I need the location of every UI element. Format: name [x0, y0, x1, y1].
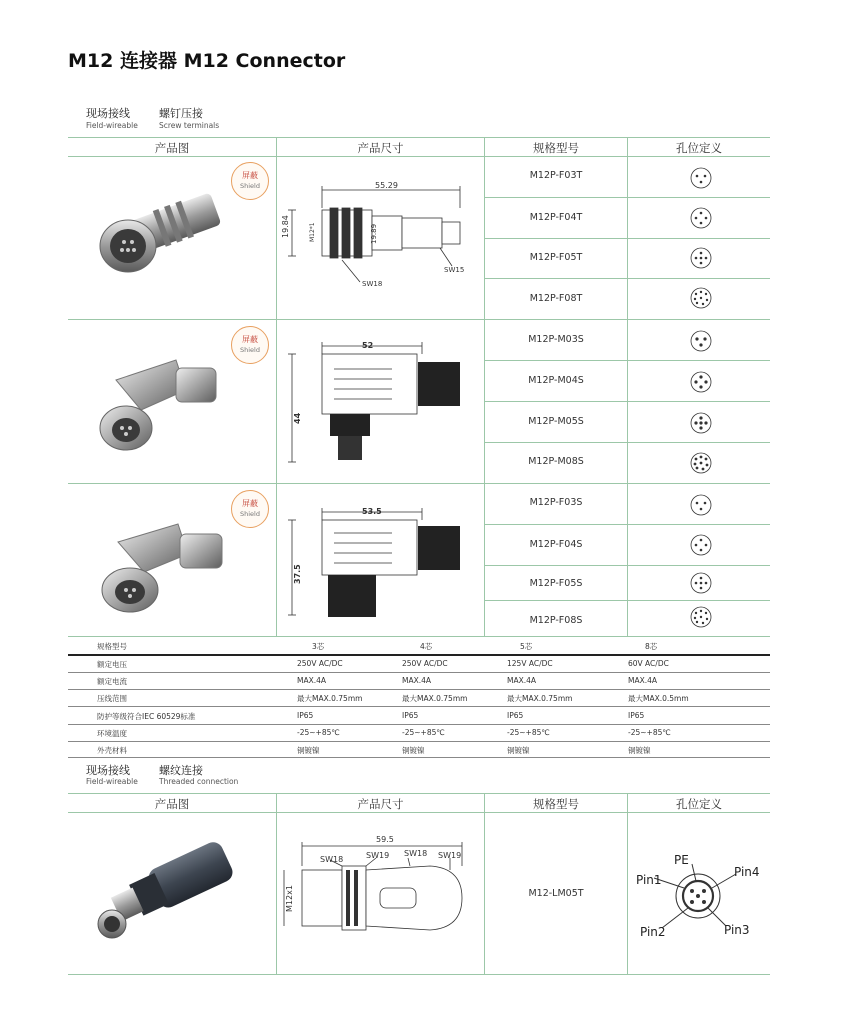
dim-sw: SW18 [404, 849, 428, 858]
row-line [484, 197, 770, 198]
pin-definition-diagram [632, 846, 768, 946]
pinout-4pin-icon [676, 200, 726, 236]
pinout-5pin-icon [676, 405, 726, 441]
vline-1 [276, 793, 277, 974]
group-separator-2 [68, 483, 770, 484]
model-cell: M12P-F03T [529, 170, 583, 181]
dim-sw-a: SW18 [362, 280, 383, 288]
vline-2 [484, 793, 485, 974]
vline-3 [627, 137, 628, 636]
section1-label-b: 螺钉压接 [159, 107, 203, 120]
spec-divider [68, 741, 770, 742]
model-cell: M12P-F08T [529, 293, 583, 304]
dim-sw: SW18 [320, 855, 344, 864]
spec-divider [68, 757, 770, 758]
pinout-8pin-icon [676, 445, 726, 481]
model-cell: M12P-M03S [528, 334, 584, 345]
spec-divider [68, 672, 770, 673]
spec-divider [68, 724, 770, 725]
spec-divider [68, 706, 770, 707]
section1-en-a: Field-wireable [86, 121, 138, 130]
dim-width: 53.5 [362, 507, 382, 516]
pinout-3pin-icon [676, 487, 726, 523]
table-header-line [68, 156, 770, 157]
pin1-label: Pin1 [636, 873, 662, 887]
header-image: 产品图 [68, 796, 276, 812]
angled-female-connector-photo [96, 512, 236, 617]
section1-en-b: Screw terminals [159, 121, 220, 130]
spec-row: 额定电流 MAX.4A MAX.4A MAX.4A MAX.4A [97, 676, 658, 686]
header-pinout: 孔位定义 [628, 796, 770, 812]
row-line [484, 278, 770, 279]
model-cell: M12P-M05S [528, 416, 584, 427]
dim-thread: M12x1 [285, 885, 294, 912]
model-cell: M12P-F04T [529, 212, 583, 223]
pin2-label: Pin2 [640, 925, 666, 939]
section2-label-a: 现场接线 [86, 764, 130, 777]
dim-sw: SW19 [366, 851, 390, 860]
spec-row: 压线范围 最大MAX.0.75mm 最大MAX.0.75mm 最大MAX.0.75mm 最大MAX.0.5mm [97, 694, 689, 703]
spec-row: 额定电压 250V AC/DC 250V AC/DC 125V AC/DC 60V AC/DC [97, 659, 669, 669]
dim-dia: 19.84 [281, 215, 290, 238]
spec-header-col: 5芯 [520, 642, 533, 651]
section2-label-b: 螺纹连接 [159, 764, 203, 777]
table2-header-line [68, 812, 770, 813]
section2-en-a: Field-wireable [86, 777, 138, 786]
section2-en-b: Threaded connection [159, 777, 239, 786]
pinout-4pin-icon [676, 364, 726, 400]
spec-header-label: 规格型号 [97, 642, 127, 651]
spec-row: 环境温度 -25~+85℃ -25~+85℃ -25~+85℃ -25~+85℃ [97, 728, 671, 738]
vline-1 [276, 137, 277, 636]
model-cell: M12P-F05T [529, 252, 583, 263]
row-line [484, 524, 770, 525]
header-dimensions: 产品尺寸 [277, 140, 484, 156]
shield-badge: 屏蔽 Shield [231, 162, 269, 200]
pinout-5pin-icon [676, 566, 726, 600]
vline-3 [627, 793, 628, 974]
model-cell: M12-LM05T [528, 888, 584, 899]
table-bottom-line [68, 636, 770, 637]
header-dimensions: 产品尺寸 [277, 796, 484, 812]
header-model: 规格型号 [485, 140, 627, 156]
angled-male-connector-photo [96, 350, 236, 455]
spec-header-col: 3芯 [312, 642, 325, 651]
row-line [484, 401, 770, 402]
model-cell: M12P-M04S [528, 375, 584, 386]
spec-header-col: 4芯 [420, 642, 433, 651]
pin3-label: Pin3 [724, 923, 750, 937]
straight-connector-drawing [280, 178, 480, 288]
pinout-8pin-icon [676, 280, 726, 316]
dim-thread: M12*1 [309, 222, 316, 242]
shield-badge: 屏蔽 Shield [231, 490, 269, 528]
row-line [484, 360, 770, 361]
header-pinout: 孔位定义 [628, 140, 770, 156]
spec-divider [68, 654, 770, 656]
spec-row: 防护等级符合IEC 60529标准 IP65 IP65 IP65 IP65 [97, 711, 645, 721]
model-cell: M12P-F03S [529, 497, 583, 508]
table2-top-line [68, 793, 770, 794]
group-separator-1 [68, 319, 770, 320]
spec-header-row [0, 641, 844, 653]
angled-female-connector-drawing [282, 500, 482, 630]
dim-body: 19.89 [370, 223, 378, 244]
pinout-8pin-icon [676, 600, 726, 636]
dim-sw: SW19 [438, 851, 462, 860]
spec-row: 外壳材料 铜镀镍 铜镀镍 铜镀镍 铜镀镍 [97, 746, 651, 755]
dim-length: 55.29 [375, 181, 398, 190]
dim-width: 52 [362, 341, 374, 350]
pinout-5pin-icon [676, 240, 726, 276]
model-cell: M12P-M08S [528, 456, 584, 467]
straight-connector-photo [90, 180, 240, 280]
header-model: 规格型号 [485, 796, 627, 812]
model-cell: M12P-F05S [529, 578, 583, 589]
dim-length: 59.5 [376, 835, 394, 844]
pin4-label: Pin4 [734, 865, 760, 879]
dim-sw-b: SW15 [444, 266, 465, 274]
threaded-connector-drawing [280, 830, 480, 940]
pinout-4pin-icon [676, 527, 726, 563]
shield-badge: 屏蔽 Shield [231, 326, 269, 364]
threaded-connector-photo [86, 838, 246, 948]
section1-label-a: 现场接线 [86, 107, 130, 120]
row-line [484, 565, 770, 566]
spec-header-col: 8芯 [645, 642, 658, 651]
angled-male-connector-drawing [282, 334, 482, 474]
spec-divider [68, 689, 770, 690]
page-title: M12 连接器 M12 Connector [68, 50, 346, 72]
row-line [484, 600, 770, 601]
model-cell: M12P-F08S [529, 615, 583, 626]
model-cell: M12P-F04S [529, 539, 583, 550]
table-top-line [68, 137, 770, 138]
pinout-3pin-icon [676, 323, 726, 359]
table2-bottom-line [68, 974, 770, 975]
pinout-3pin-icon [676, 160, 726, 196]
row-line [484, 238, 770, 239]
row-line [484, 442, 770, 443]
header-image: 产品图 [68, 140, 276, 156]
dim-height: 37.5 [293, 564, 302, 584]
dim-height: 44 [293, 412, 302, 424]
pin-pe-label: PE [674, 853, 689, 867]
